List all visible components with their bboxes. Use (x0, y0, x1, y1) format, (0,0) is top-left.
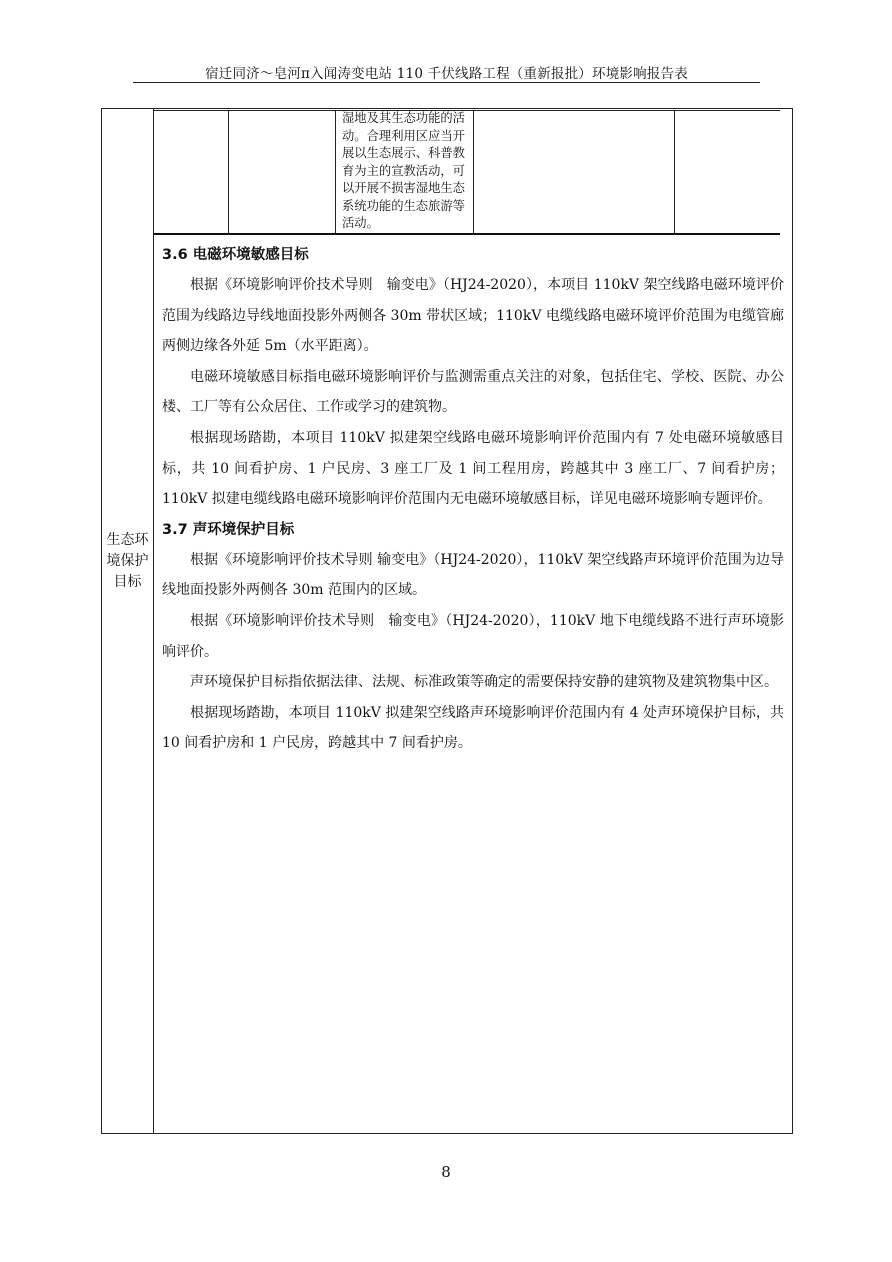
table-column-divider (228, 110, 229, 234)
sidebar-divider (153, 108, 154, 1134)
header-rule (133, 82, 760, 83)
body-paragraph: 电磁环境敏感目标指电磁环境影响评价与监测需重点关注的对象，包括住宅、学校、医院、办公楼、工厂等有公众居住、工作或学习的建筑物。 (162, 368, 784, 416)
sidebar-label-line: 目标 (113, 574, 142, 590)
page-number: 8 (441, 1163, 451, 1181)
table-column-divider (473, 110, 474, 234)
table-cell-text: 湿地及其生态功能的活动。合理利用区应当开展以生态展示、科普教育为主的宣教活动，可以开展不损害湿地生态系统功能的生态旅游等活动。 (342, 111, 465, 230)
body-paragraph: 根据《环境影响评价技术导则 输变电》（HJ24-2020），本项目 110kV 架空线路电磁环境评价范围为线路边导线地面投影外两侧各 30m 带状区域；110kV 电缆线路电磁环境评价范围为电缆管廊两侧边缘各外延 5m（水平距离）。 (162, 277, 784, 355)
sidebar-label-line: 生态环 (106, 532, 149, 548)
section-heading: 3.6 电磁环境敏感目标 (162, 247, 309, 263)
sidebar-label (102, 530, 153, 593)
table-rule-bottom (154, 233, 780, 235)
page-header-title: 宿迁同济～皂河π入闻涛变电站 110 千伏线路工程（重新报批）环境影响报告表 (205, 66, 688, 82)
main-content (162, 240, 784, 759)
sidebar-label-line: 境保护 (106, 553, 149, 569)
body-paragraph: 根据现场踏勘，本项目 110kV 拟建架空线路声环境影响评价范围内有 4 处声环境保护目标，共 10 间看护房和 1 户民房，跨越其中 7 间看护房。 (162, 704, 784, 752)
continued-table-fragment (154, 110, 780, 235)
section-heading: 3.7 声环境保护目标 (162, 521, 295, 538)
section-electromagnetic (162, 240, 784, 515)
table-column-divider (335, 110, 336, 234)
body-paragraph: 根据《环境影响评价技术导则 输变电》（HJ24-2020），110kV 地下电缆线路不进行声环境影响评价。 (162, 612, 784, 660)
table-column-divider (674, 110, 675, 234)
body-paragraph: 声环境保护目标指依据法律、法规、标准政策等确定的需要保持安静的建筑物及建筑物集中区。 (190, 674, 778, 691)
body-paragraph: 根据《环境影响评价技术导则 输变电》（HJ24-2020），110kV 架空线路声环境评价范围为边导线地面投影外两侧各 30m 范围内的区域。 (162, 551, 784, 599)
body-paragraph: 根据现场踏勘，本项目 110kV 拟建架空线路电磁环境影响评价范围内有 7 处电磁环境敏感目标，共 10 间看护房、1 户民房、3 座工厂及 1 间工程用房，跨越其中 3 座工厂、7 间看护房；110kV 拟建电缆线路电磁环境影响评价范围内无电磁环境敏感目标，详见电磁环境影响专题评价。 (162, 429, 784, 508)
section-acoustic (162, 515, 784, 759)
